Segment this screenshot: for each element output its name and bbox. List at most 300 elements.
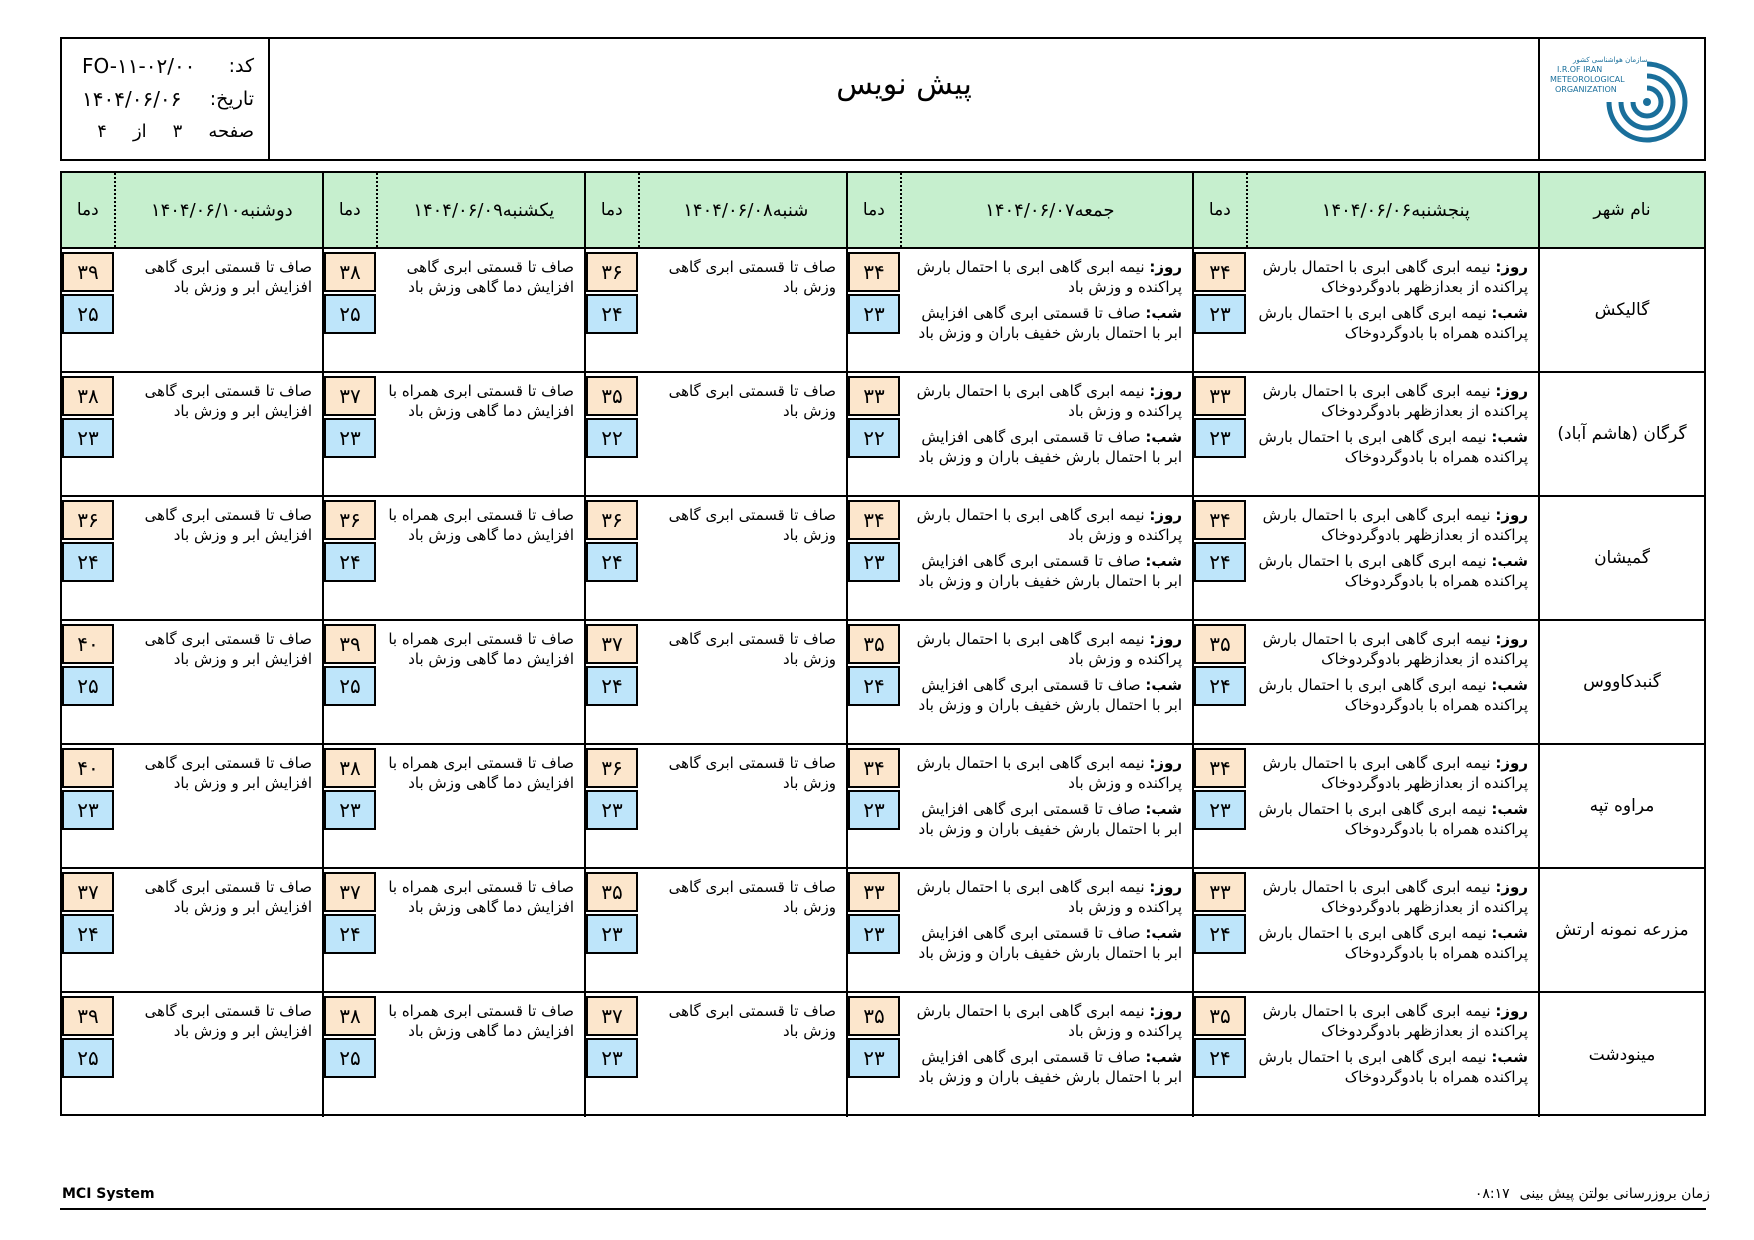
forecast-description	[1246, 993, 1538, 1117]
forecast-cell	[62, 869, 322, 991]
temperature-pair	[324, 373, 376, 495]
min-temperature: ۲۳	[324, 790, 376, 830]
temp-column-header: دما	[1208, 200, 1231, 220]
night-label: شب:	[1491, 428, 1528, 446]
table-row	[62, 497, 1704, 621]
doc-meta	[62, 39, 270, 159]
min-temperature: ۲۴	[1194, 1038, 1246, 1078]
forecast-description	[638, 745, 846, 867]
city-column-header: نام شهر	[1538, 173, 1704, 247]
forecast-description	[376, 497, 584, 619]
forecast-text: صاف تا قسمتی ابری گاهی وزش باد	[668, 754, 836, 792]
forecast-description	[638, 249, 846, 371]
day-label: روز:	[1149, 258, 1182, 276]
forecast-description	[638, 621, 846, 743]
forecast-text: صاف تا قسمتی ابری گاهی افزایش ابر و وزش باد	[144, 878, 312, 916]
temperature-pair	[848, 869, 900, 991]
forecast-text: صاف تا قسمتی ابری گاهی وزش باد	[668, 630, 836, 668]
night-forecast	[1254, 1047, 1528, 1087]
min-temperature: ۲۵	[324, 294, 376, 334]
day-name: یکشنبه	[502, 199, 555, 221]
day-forecast	[1254, 753, 1528, 793]
night-text: نیمه ابری گاهی ابری با احتمال بارش پراکنده همراه با بادوگردوخاک	[1258, 304, 1528, 342]
forecast-description	[638, 869, 846, 991]
forecast-text: صاف تا قسمتی ابری همراه با افزایش دما گاهی وزش باد	[388, 382, 574, 420]
night-forecast	[908, 923, 1182, 963]
day-label: روز:	[1495, 382, 1528, 400]
forecast-description	[376, 621, 584, 743]
night-text: نیمه ابری گاهی ابری با احتمال بارش پراکنده همراه با بادوگردوخاک	[1258, 676, 1528, 714]
night-forecast	[1254, 923, 1528, 963]
city-name: مزرعه نمونه ارتش	[1538, 869, 1704, 991]
forecast-text: صاف تا قسمتی ابری گاهی افزایش ابر و وزش باد	[144, 382, 312, 420]
forecast-cell	[584, 621, 846, 743]
max-temperature: ۳۸	[324, 748, 376, 788]
night-label: شب:	[1145, 428, 1182, 446]
temp-column-header: دما	[76, 200, 99, 220]
forecast-description	[638, 993, 846, 1117]
temperature-pair	[848, 993, 900, 1117]
min-temperature: ۲۴	[62, 914, 114, 954]
logo	[1538, 39, 1704, 159]
temperature-pair	[848, 249, 900, 371]
forecast-cell	[322, 869, 584, 991]
min-temperature: ۲۳	[586, 914, 638, 954]
forecast-cell	[846, 745, 1192, 867]
day-forecast	[1254, 877, 1528, 917]
night-label: شب:	[1145, 552, 1182, 570]
max-temperature: ۳۴	[848, 748, 900, 788]
night-text: صاف تا قسمتی ابری گاهی افزایش ابر با احتمال بارش خفیف باران و وزش باد	[918, 676, 1182, 714]
forecast-text: صاف تا قسمتی ابری همراه با افزایش دما گاهی وزش باد	[388, 754, 574, 792]
temperature-pair	[62, 497, 114, 619]
forecast-description	[1246, 497, 1538, 619]
night-forecast	[908, 675, 1182, 715]
document-header	[60, 37, 1706, 161]
night-text: صاف تا قسمتی ابری گاهی افزایش ابر با احتمال بارش خفیف باران و وزش باد	[918, 552, 1182, 590]
day-date: ۱۴۰۴/۰۶/۰۷	[985, 199, 1075, 221]
update-time: ۰۸:۱۷	[1474, 1186, 1510, 1202]
code-value: FO-۱۱-۰۲/۰۰	[82, 53, 196, 78]
forecast-description	[114, 249, 322, 371]
max-temperature: ۳۹	[62, 996, 114, 1036]
day-forecast	[908, 257, 1182, 297]
temperature-pair	[1194, 621, 1246, 743]
min-temperature: ۲۴	[1194, 914, 1246, 954]
logo-text-fa: سازمان هواشناسی کشور	[1573, 56, 1648, 64]
forecast-cell	[846, 497, 1192, 619]
night-forecast	[1254, 799, 1528, 839]
page-number: ۳	[172, 121, 183, 142]
forecast-cell	[62, 497, 322, 619]
temperature-pair	[62, 745, 114, 867]
meteorological-organization-logo-icon	[1547, 44, 1697, 154]
date-line	[82, 82, 254, 115]
temperature-pair	[1194, 869, 1246, 991]
forecast-cell	[1192, 993, 1538, 1117]
night-label: شب:	[1145, 304, 1182, 322]
night-text: صاف تا قسمتی ابری گاهی افزایش ابر با احتمال بارش خفیف باران و وزش باد	[918, 1048, 1182, 1086]
min-temperature: ۲۵	[324, 666, 376, 706]
temperature-pair	[324, 497, 376, 619]
forecast-description	[1246, 745, 1538, 867]
forecast-cell	[322, 621, 584, 743]
day-label: روز:	[1495, 258, 1528, 276]
temp-column-header: دما	[600, 200, 623, 220]
table-row	[62, 869, 1704, 993]
update-info	[1475, 1186, 1710, 1202]
day-text: نیمه ابری گاهی ابری با احتمال بارش پراکنده و وزش باد	[916, 258, 1182, 296]
forecast-text: صاف تا قسمتی ابری گاهی افزایش ابر و وزش باد	[144, 506, 312, 544]
city-name: مراوه تپه	[1538, 745, 1704, 867]
day-text: نیمه ابری گاهی ابری با احتمال بارش پراکنده از بعدازظهر بادوگردوخاک	[1262, 506, 1528, 544]
max-temperature: ۳۴	[1194, 500, 1246, 540]
night-text: نیمه ابری گاهی ابری با احتمال بارش پراکنده همراه با بادوگردوخاک	[1258, 800, 1528, 838]
forecast-text: صاف تا قسمتی ابری گاهی وزش باد	[668, 878, 836, 916]
day-forecast	[908, 629, 1182, 669]
temperature-pair	[848, 745, 900, 867]
forecast-description	[900, 869, 1192, 991]
night-label: شب:	[1491, 1048, 1528, 1066]
day-forecast	[1254, 1001, 1528, 1041]
forecast-description	[638, 497, 846, 619]
forecast-cell	[62, 373, 322, 495]
forecast-cell	[322, 745, 584, 867]
max-temperature: ۳۴	[1194, 252, 1246, 292]
forecast-cell	[846, 373, 1192, 495]
page-label: صفحه	[208, 121, 254, 142]
temperature-pair	[324, 869, 376, 991]
max-temperature: ۳۷	[324, 376, 376, 416]
city-name: گرگان (هاشم آباد)	[1538, 373, 1704, 495]
temperature-pair	[62, 869, 114, 991]
min-temperature: ۲۳	[1194, 418, 1246, 458]
day-name: شنبه	[772, 199, 809, 221]
temp-column-header: دما	[338, 200, 361, 220]
forecast-cell	[584, 249, 846, 371]
city-name: مینودشت	[1538, 993, 1704, 1117]
min-temperature: ۲۲	[586, 418, 638, 458]
city-name: گالیکش	[1538, 249, 1704, 371]
city-name: گمیشان	[1538, 497, 1704, 619]
day-date: ۱۴۰۴/۰۶/۰۶	[1321, 199, 1412, 221]
night-text: صاف تا قسمتی ابری گاهی افزایش ابر با احتمال بارش خفیف باران و وزش باد	[918, 924, 1182, 962]
temperature-pair	[62, 993, 114, 1117]
night-forecast	[908, 303, 1182, 343]
forecast-text: صاف تا قسمتی ابری همراه با افزایش دما گاهی وزش باد	[388, 630, 574, 668]
table-row	[62, 993, 1704, 1117]
forecast-cell	[62, 745, 322, 867]
temperature-pair	[586, 621, 638, 743]
max-temperature: ۳۶	[324, 500, 376, 540]
forecast-description	[376, 993, 584, 1117]
max-temperature: ۳۵	[586, 872, 638, 912]
night-forecast	[908, 427, 1182, 467]
max-temperature: ۳۸	[62, 376, 114, 416]
forecast-description	[1246, 373, 1538, 495]
day-label: روز:	[1149, 382, 1182, 400]
night-label: شب:	[1145, 924, 1182, 942]
table-row	[62, 373, 1704, 497]
temperature-pair	[62, 249, 114, 371]
forecast-text: صاف تا قسمتی ابری گاهی افزایش دما گاهی وزش باد	[406, 258, 574, 296]
min-temperature: ۲۳	[586, 1038, 638, 1078]
max-temperature: ۳۶	[586, 748, 638, 788]
forecast-description	[900, 249, 1192, 371]
min-temperature: ۲۳	[848, 1038, 900, 1078]
night-forecast	[1254, 551, 1528, 591]
max-temperature: ۳۸	[324, 252, 376, 292]
forecast-description	[376, 869, 584, 991]
night-forecast	[1254, 675, 1528, 715]
day-text: نیمه ابری گاهی ابری با احتمال بارش پراکنده از بعدازظهر بادوگردوخاک	[1262, 630, 1528, 668]
night-text: نیمه ابری گاهی ابری با احتمال بارش پراکنده همراه با بادوگردوخاک	[1258, 1048, 1528, 1086]
forecast-description	[1246, 869, 1538, 991]
temperature-pair	[848, 373, 900, 495]
night-forecast	[908, 1047, 1182, 1087]
forecast-text: صاف تا قسمتی ابری گاهی افزایش ابر و وزش باد	[144, 1002, 312, 1040]
forecast-text: صاف تا قسمتی ابری گاهی افزایش ابر و وزش باد	[144, 754, 312, 792]
page-total: ۴	[97, 121, 107, 142]
forecast-text: صاف تا قسمتی ابری گاهی وزش باد	[668, 258, 836, 296]
day-forecast	[908, 877, 1182, 917]
forecast-description	[900, 993, 1192, 1117]
max-temperature: ۳۷	[62, 872, 114, 912]
day-header	[322, 173, 584, 247]
update-label: زمان بروزرسانی بولتن پیش بینی	[1519, 1186, 1710, 1202]
min-temperature: ۲۳	[848, 790, 900, 830]
temperature-pair	[324, 249, 376, 371]
temperature-pair	[1194, 497, 1246, 619]
day-forecast	[908, 1001, 1182, 1041]
day-forecast	[1254, 381, 1528, 421]
forecast-text: صاف تا قسمتی ابری گاهی افزایش ابر و وزش باد	[144, 630, 312, 668]
day-header	[1192, 173, 1538, 247]
max-temperature: ۳۳	[848, 376, 900, 416]
temp-column-header: دما	[862, 200, 885, 220]
forecast-description	[114, 869, 322, 991]
day-text: نیمه ابری گاهی ابری با احتمال بارش پراکنده و وزش باد	[916, 754, 1182, 792]
day-label: روز:	[1149, 630, 1182, 648]
min-temperature: ۲۳	[848, 542, 900, 582]
page-line	[82, 115, 254, 148]
min-temperature: ۲۲	[848, 418, 900, 458]
date-label: تاریخ:	[209, 87, 254, 110]
day-text: نیمه ابری گاهی ابری با احتمال بارش پراکنده و وزش باد	[916, 506, 1182, 544]
table-row	[62, 745, 1704, 869]
temperature-pair	[1194, 249, 1246, 371]
min-temperature: ۲۳	[1194, 294, 1246, 334]
temperature-pair	[1194, 745, 1246, 867]
footer-divider	[60, 1208, 1706, 1210]
day-label: روز:	[1149, 506, 1182, 524]
max-temperature: ۳۴	[848, 252, 900, 292]
forecast-text: صاف تا قسمتی ابری گاهی افزایش ابر و وزش باد	[144, 258, 312, 296]
system-name: MCI System	[62, 1186, 155, 1202]
day-forecast	[908, 381, 1182, 421]
forecast-cell	[62, 249, 322, 371]
forecast-description	[114, 745, 322, 867]
forecast-cell	[1192, 373, 1538, 495]
table-row	[62, 249, 1704, 373]
max-temperature: ۴۰	[62, 748, 114, 788]
page-title: پیش نویس	[836, 66, 972, 102]
max-temperature: ۳۳	[1194, 872, 1246, 912]
city-name: گنبدکاووس	[1538, 621, 1704, 743]
forecast-cell	[1192, 497, 1538, 619]
min-temperature: ۲۴	[324, 542, 376, 582]
forecast-cell	[62, 993, 322, 1117]
day-label: روز:	[1495, 878, 1528, 896]
forecast-cell	[1192, 249, 1538, 371]
max-temperature: ۳۵	[848, 624, 900, 664]
forecast-description	[638, 373, 846, 495]
forecast-cell	[846, 993, 1192, 1117]
min-temperature: ۲۵	[62, 1038, 114, 1078]
forecast-text: صاف تا قسمتی ابری همراه با افزایش دما گاهی وزش باد	[388, 878, 574, 916]
max-temperature: ۴۰	[62, 624, 114, 664]
forecast-text: صاف تا قسمتی ابری گاهی وزش باد	[668, 506, 836, 544]
logo-text-1: I.R.OF IRAN	[1557, 65, 1603, 74]
date-value: ۱۴۰۴/۰۶/۰۶	[82, 86, 182, 111]
day-text: نیمه ابری گاهی ابری با احتمال بارش پراکنده از بعدازظهر بادوگردوخاک	[1262, 258, 1528, 296]
forecast-description	[114, 621, 322, 743]
forecast-text: صاف تا قسمتی ابری همراه با افزایش دما گاهی وزش باد	[388, 506, 574, 544]
temperature-pair	[848, 621, 900, 743]
day-forecast	[908, 505, 1182, 545]
max-temperature: ۳۷	[586, 996, 638, 1036]
forecast-description	[376, 249, 584, 371]
max-temperature: ۳۶	[586, 500, 638, 540]
temperature-pair	[586, 745, 638, 867]
forecast-description	[114, 373, 322, 495]
min-temperature: ۲۳	[62, 790, 114, 830]
day-date: ۱۴۰۴/۰۶/۱۰	[150, 199, 241, 221]
night-forecast	[1254, 427, 1528, 467]
max-temperature: ۳۳	[848, 872, 900, 912]
night-text: نیمه ابری گاهی ابری با احتمال بارش پراکنده همراه با بادوگردوخاک	[1258, 552, 1528, 590]
forecast-cell	[846, 621, 1192, 743]
max-temperature: ۳۵	[1194, 624, 1246, 664]
forecast-cell	[584, 869, 846, 991]
day-header	[846, 173, 1192, 247]
forecast-cell	[846, 249, 1192, 371]
min-temperature: ۲۴	[586, 294, 638, 334]
max-temperature: ۳۹	[62, 252, 114, 292]
day-forecast	[1254, 505, 1528, 545]
min-temperature: ۲۴	[586, 542, 638, 582]
day-label: روز:	[1149, 878, 1182, 896]
min-temperature: ۲۴	[586, 666, 638, 706]
min-temperature: ۲۴	[324, 914, 376, 954]
max-temperature: ۳۷	[324, 872, 376, 912]
night-label: شب:	[1491, 924, 1528, 942]
min-temperature: ۲۳	[62, 418, 114, 458]
max-temperature: ۳۶	[62, 500, 114, 540]
code-label: کد:	[228, 54, 254, 77]
code-line	[82, 49, 254, 82]
forecast-table	[60, 171, 1706, 1116]
temperature-pair	[586, 497, 638, 619]
day-text: نیمه ابری گاهی ابری با احتمال بارش پراکنده و وزش باد	[916, 878, 1182, 916]
night-label: شب:	[1491, 304, 1528, 322]
forecast-text: صاف تا قسمتی ابری گاهی وزش باد	[668, 1002, 836, 1040]
forecast-cell	[322, 249, 584, 371]
forecast-cell	[584, 373, 846, 495]
day-text: نیمه ابری گاهی ابری با احتمال بارش پراکنده از بعدازظهر بادوگردوخاک	[1262, 878, 1528, 916]
max-temperature: ۳۷	[586, 624, 638, 664]
min-temperature: ۲۴	[848, 666, 900, 706]
logo-text-3: ORGANIZATION	[1555, 85, 1617, 94]
temperature-pair	[62, 621, 114, 743]
day-name: جمعه	[1074, 199, 1115, 221]
min-temperature: ۲۵	[62, 294, 114, 334]
max-temperature: ۳۴	[1194, 748, 1246, 788]
min-temperature: ۲۴	[62, 542, 114, 582]
max-temperature: ۳۵	[848, 996, 900, 1036]
day-label: روز:	[1495, 506, 1528, 524]
forecast-description	[900, 621, 1192, 743]
forecast-description	[376, 745, 584, 867]
temperature-pair	[586, 993, 638, 1117]
day-header	[62, 173, 322, 247]
day-label: روز:	[1495, 754, 1528, 772]
forecast-cell	[584, 497, 846, 619]
day-label: روز:	[1495, 1002, 1528, 1020]
night-label: شب:	[1145, 1048, 1182, 1066]
day-forecast	[1254, 629, 1528, 669]
temperature-pair	[586, 869, 638, 991]
night-text: صاف تا قسمتی ابری گاهی افزایش ابر با احتمال بارش خفیف باران و وزش باد	[918, 800, 1182, 838]
max-temperature: ۳۳	[1194, 376, 1246, 416]
forecast-cell	[1192, 745, 1538, 867]
night-forecast	[908, 799, 1182, 839]
min-temperature: ۲۵	[324, 1038, 376, 1078]
temperature-pair	[586, 373, 638, 495]
max-temperature: ۳۵	[586, 376, 638, 416]
day-forecast	[908, 753, 1182, 793]
min-temperature: ۲۳	[848, 294, 900, 334]
day-name: دوشنبه	[240, 199, 293, 221]
temperature-pair	[1194, 373, 1246, 495]
night-forecast	[908, 551, 1182, 591]
forecast-description	[900, 373, 1192, 495]
night-text: صاف تا قسمتی ابری گاهی افزایش ابر با احتمال بارش خفیف باران و وزش باد	[918, 304, 1182, 342]
day-text: نیمه ابری گاهی ابری با احتمال بارش پراکنده و وزش باد	[916, 382, 1182, 420]
forecast-cell	[584, 993, 846, 1117]
temperature-pair	[62, 373, 114, 495]
day-date: ۱۴۰۴/۰۶/۰۹	[413, 199, 503, 221]
day-header	[584, 173, 846, 247]
forecast-cell	[846, 869, 1192, 991]
forecast-cell	[322, 993, 584, 1117]
day-text: نیمه ابری گاهی ابری با احتمال بارش پراکنده از بعدازظهر بادوگردوخاک	[1262, 382, 1528, 420]
table-header-row	[62, 173, 1704, 249]
night-label: شب:	[1491, 800, 1528, 818]
night-text: نیمه ابری گاهی ابری با احتمال بارش پراکنده همراه با بادوگردوخاک	[1258, 428, 1528, 466]
day-date: ۱۴۰۴/۰۶/۰۸	[683, 199, 773, 221]
max-temperature: ۳۵	[1194, 996, 1246, 1036]
day-label: روز:	[1149, 754, 1182, 772]
forecast-cell	[1192, 869, 1538, 991]
day-name: پنجشنبه	[1411, 199, 1470, 221]
forecast-cell	[322, 497, 584, 619]
forecast-cell	[584, 745, 846, 867]
forecast-description	[1246, 249, 1538, 371]
forecast-cell	[322, 373, 584, 495]
max-temperature: ۳۹	[324, 624, 376, 664]
forecast-cell	[62, 621, 322, 743]
